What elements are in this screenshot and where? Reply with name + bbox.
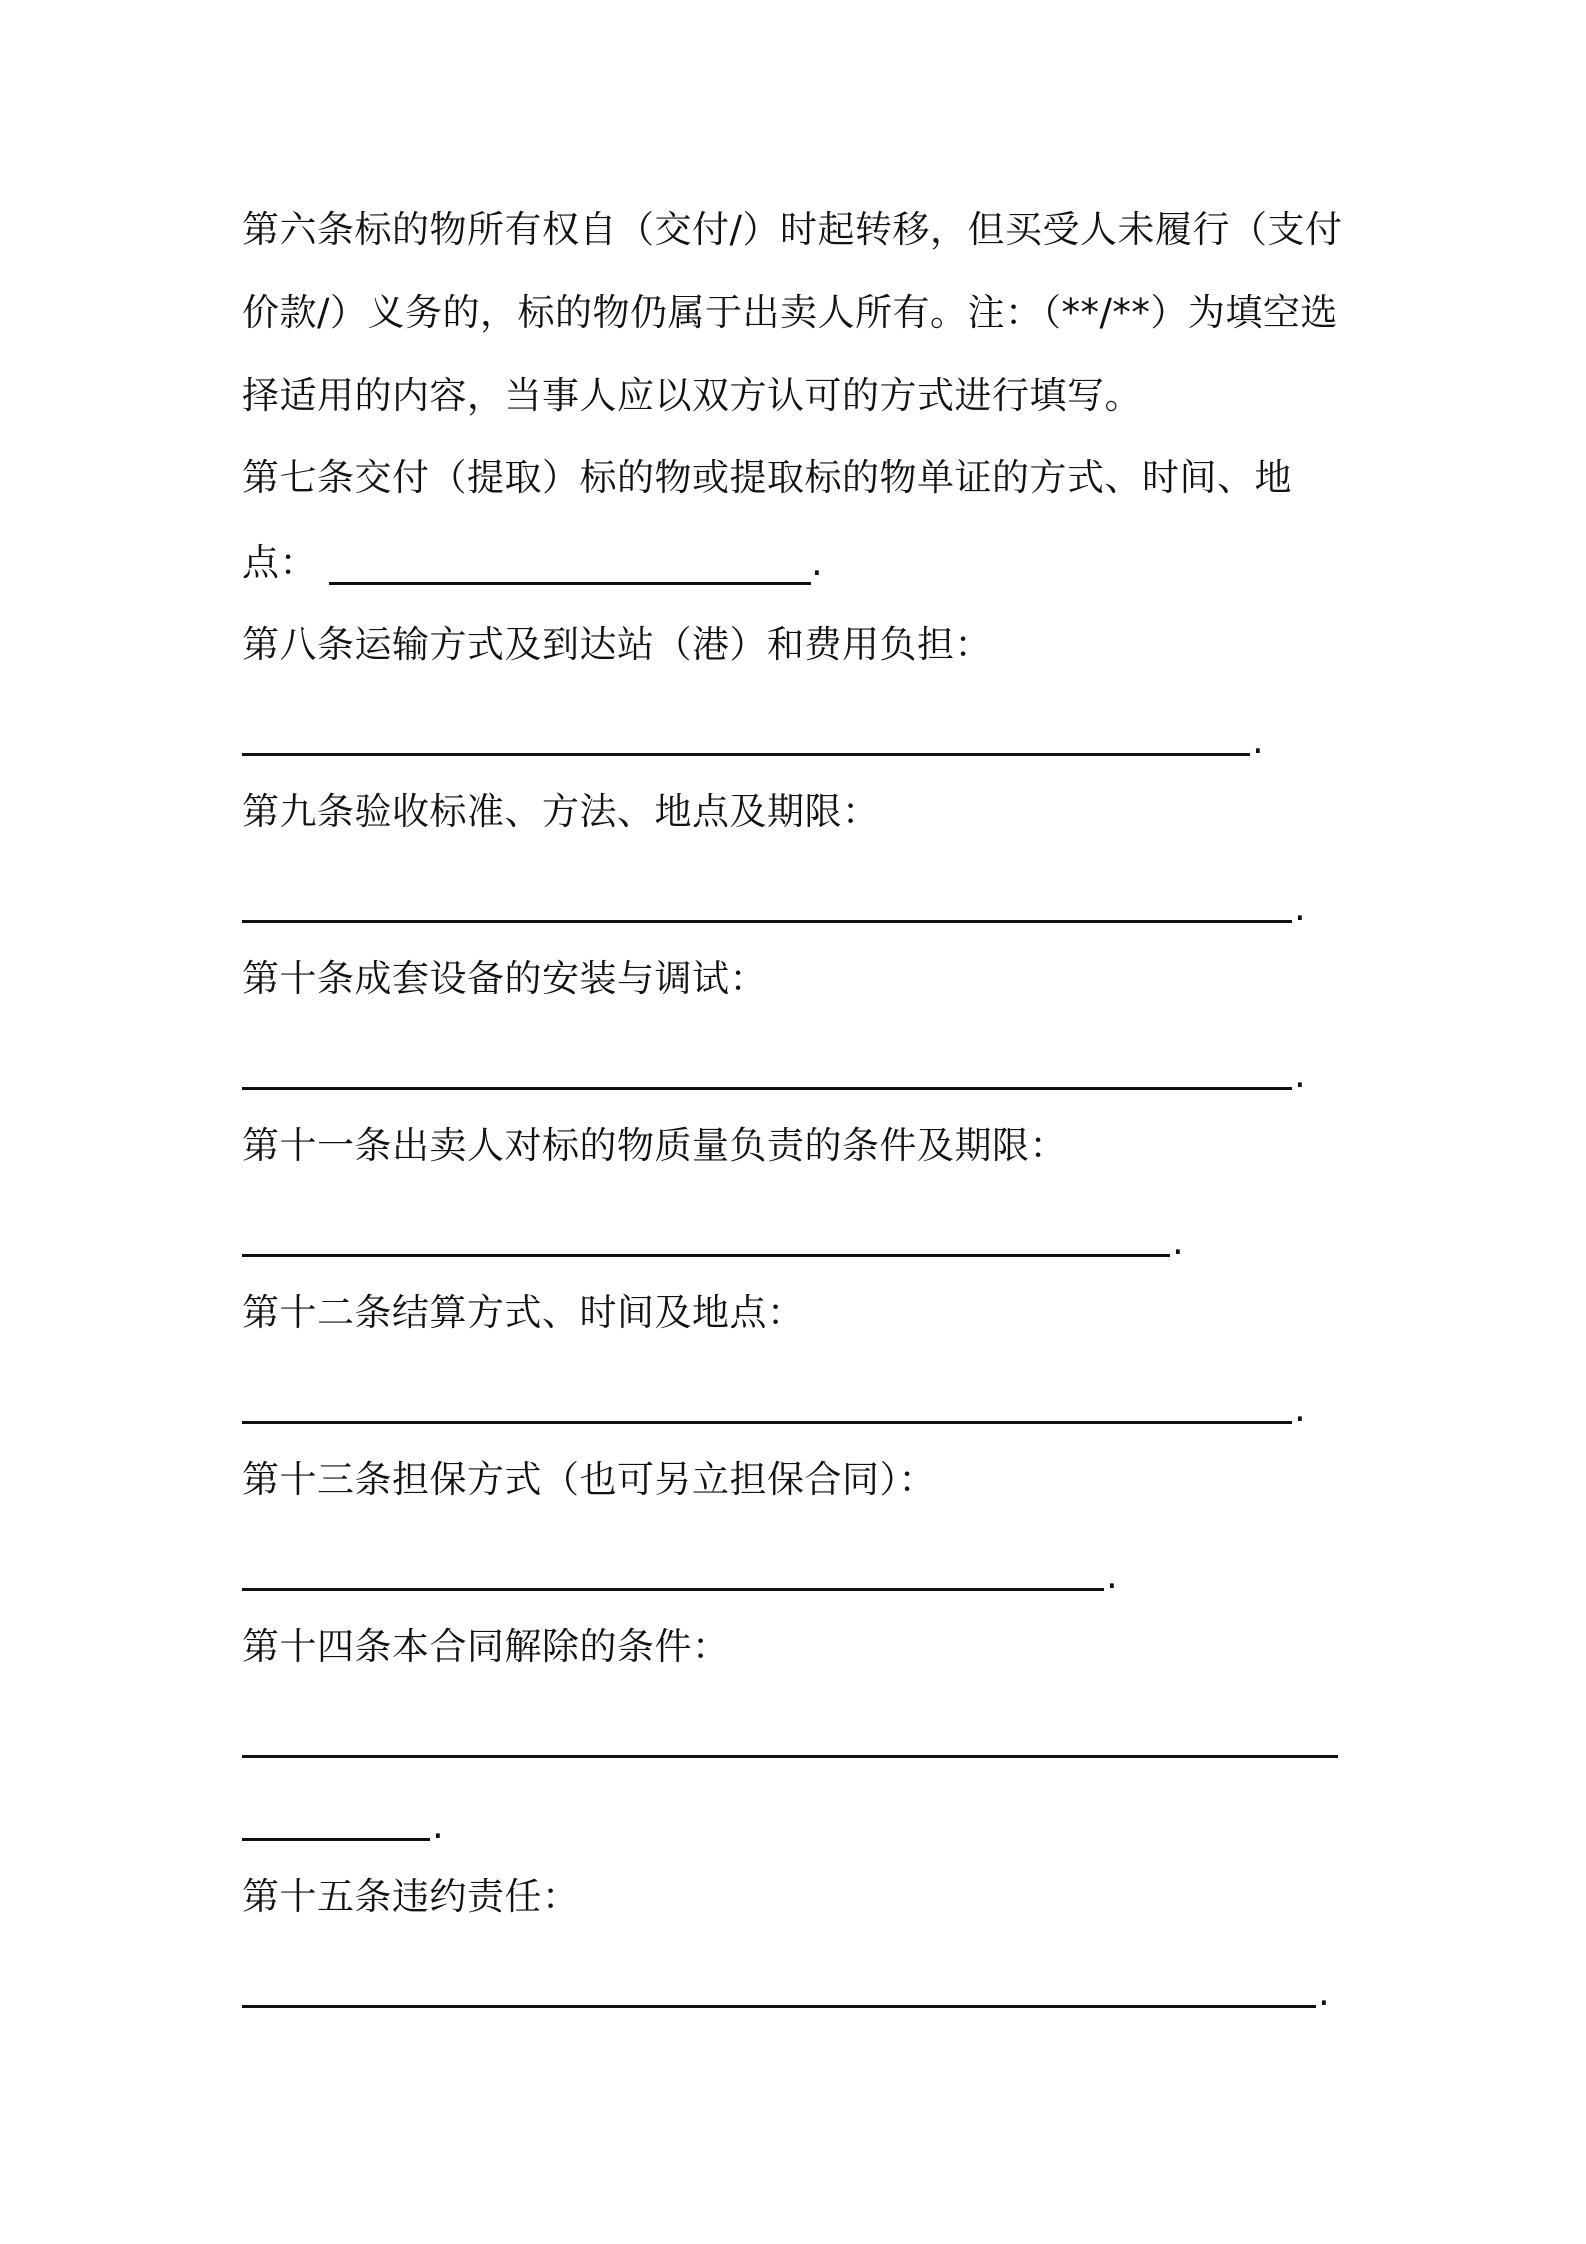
- article-12-title: 第十二条结算方式、时间及地点：: [242, 1291, 805, 1334]
- blank-end-dot: .: [1106, 1554, 1118, 1597]
- blank-end-dot: .: [1294, 1387, 1306, 1430]
- fill-in-blank: [329, 582, 811, 585]
- article-8-blank: [242, 753, 1250, 756]
- article-15-blank: [242, 2005, 1316, 2008]
- blank-end-dot: .: [1252, 719, 1264, 762]
- blank-end-dot: .: [1172, 1220, 1184, 1263]
- article-11-blank: [242, 1254, 1170, 1257]
- blank-end-dot: .: [1294, 886, 1306, 929]
- article-10-title: 第十条成套设备的安装与调试：: [242, 957, 767, 1000]
- blank-end-dot: .: [432, 1804, 444, 1847]
- article-6-line-2: 价款/）义务的，标的物仍属于出卖人所有。注：（**/**）为填空选: [242, 291, 1338, 334]
- article-6-line-3: 择适用的内容，当事人应以双方认可的方式进行填写。: [242, 374, 1142, 417]
- article-7-line-1: 第七条交付（提取）标的物或提取标的物单证的方式、时间、地: [242, 456, 1292, 499]
- article-9-title: 第九条验收标准、方法、地点及期限：: [242, 790, 880, 833]
- article-14-blank-line-1: [242, 1755, 1338, 1758]
- article-9-blank: [242, 920, 1292, 923]
- article-13-title: 第十三条担保方式（也可另立担保合同）：: [242, 1458, 936, 1501]
- article-12-blank: [242, 1421, 1292, 1424]
- blank-end-dot: .: [1318, 1971, 1330, 2014]
- article-14-title: 第十四条本合同解除的条件：: [242, 1625, 730, 1668]
- article-7-label: 点：: [242, 541, 317, 584]
- article-6-line-1: 第六条标的物所有权自（交付/）时起转移，但买受人未履行（支付: [242, 208, 1343, 251]
- article-11-title: 第十一条出卖人对标的物质量负责的条件及期限：: [242, 1124, 1067, 1167]
- article-8-title: 第八条运输方式及到达站（港）和费用负担：: [242, 623, 992, 666]
- article-7-line-2: [242, 538, 823, 588]
- article-15-title: 第十五条违约责任：: [242, 1875, 580, 1918]
- article-14-blank-line-2: [242, 1838, 430, 1841]
- blank-end-dot: .: [811, 541, 824, 584]
- article-13-blank: [242, 1588, 1104, 1591]
- blank-end-dot: .: [1294, 1053, 1306, 1096]
- article-10-blank: [242, 1087, 1292, 1090]
